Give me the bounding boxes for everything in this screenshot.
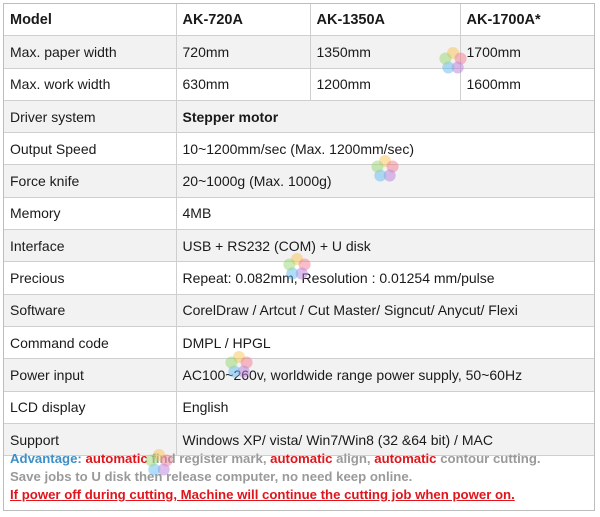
spec-sheet — [3, 3, 595, 511]
table-row — [4, 359, 594, 391]
table-row — [4, 326, 594, 358]
advantage-notes — [10, 450, 592, 504]
cell-value: 1350mm — [310, 36, 460, 68]
cell-value: 630mm — [176, 68, 310, 100]
row-label: Driver system — [4, 100, 176, 132]
advantage-label: Advantage: — [10, 451, 82, 466]
table-row — [4, 230, 594, 262]
cell-value: 1700mm — [460, 36, 594, 68]
advantage-line — [10, 450, 592, 468]
row-label: Power input — [4, 359, 176, 391]
table-row — [4, 165, 594, 197]
note-text: contour cutting. — [436, 451, 541, 466]
table-row — [4, 133, 594, 165]
table-row — [4, 391, 594, 423]
header-ak-1700a: AK-1700A* — [460, 4, 594, 36]
header-model: Model — [4, 4, 176, 36]
row-label: Max. paper width — [4, 36, 176, 68]
cell-value: 20~1000g (Max. 1000g) — [176, 165, 594, 197]
note-text: find register mark, — [147, 451, 271, 466]
row-label: Output Speed — [4, 133, 176, 165]
row-label: Software — [4, 294, 176, 326]
header-ak-720a: AK-720A — [176, 4, 310, 36]
cell-value: Windows XP/ vista/ Win7/Win8 (32 &64 bit) / MAC — [176, 423, 594, 455]
row-label: LCD display — [4, 391, 176, 423]
cell-value: AC100~260v, worldwide range power supply, 50~60Hz — [176, 359, 594, 391]
table-row — [4, 197, 594, 229]
table-row — [4, 262, 594, 294]
cell-value: 4MB — [176, 197, 594, 229]
row-label: Interface — [4, 230, 176, 262]
table-row — [4, 68, 594, 100]
row-label: Support — [4, 423, 176, 455]
note-text: align, — [332, 451, 375, 466]
save-jobs-line: Save jobs to U disk then release computer, no need keep online. — [10, 469, 413, 484]
cell-value: Repeat: 0.082mm, Resolution : 0.01254 mm/pulse — [176, 262, 594, 294]
cell-value: Stepper motor — [176, 100, 594, 132]
row-label: Command code — [4, 326, 176, 358]
cell-value: DMPL / HPGL — [176, 326, 594, 358]
row-label: Max. work width — [4, 68, 176, 100]
keyword-automatic: automatic — [374, 451, 437, 466]
power-off-line: If power off during cutting, Machine will continue the cutting job when power on. — [10, 487, 515, 502]
cell-value: 10~1200mm/sec (Max. 1200mm/sec) — [176, 133, 594, 165]
table-row — [4, 36, 594, 68]
cell-value: English — [176, 391, 594, 423]
keyword-automatic: automatic — [270, 451, 333, 466]
header-ak-1350a: AK-1350A — [310, 4, 460, 36]
row-label: Force knife — [4, 165, 176, 197]
spec-table — [4, 4, 594, 456]
row-label: Memory — [4, 197, 176, 229]
cell-value: 720mm — [176, 36, 310, 68]
cell-value: 1200mm — [310, 68, 460, 100]
table-row — [4, 100, 594, 132]
cell-value: CorelDraw / Artcut / Cut Master/ Signcut/ Anycut/ Flexi — [176, 294, 594, 326]
row-label: Precious — [4, 262, 176, 294]
cell-value: 1600mm — [460, 68, 594, 100]
table-header-row — [4, 4, 594, 36]
keyword-automatic: automatic — [85, 451, 148, 466]
cell-value: USB + RS232 (COM) + U disk — [176, 230, 594, 262]
table-row — [4, 294, 594, 326]
